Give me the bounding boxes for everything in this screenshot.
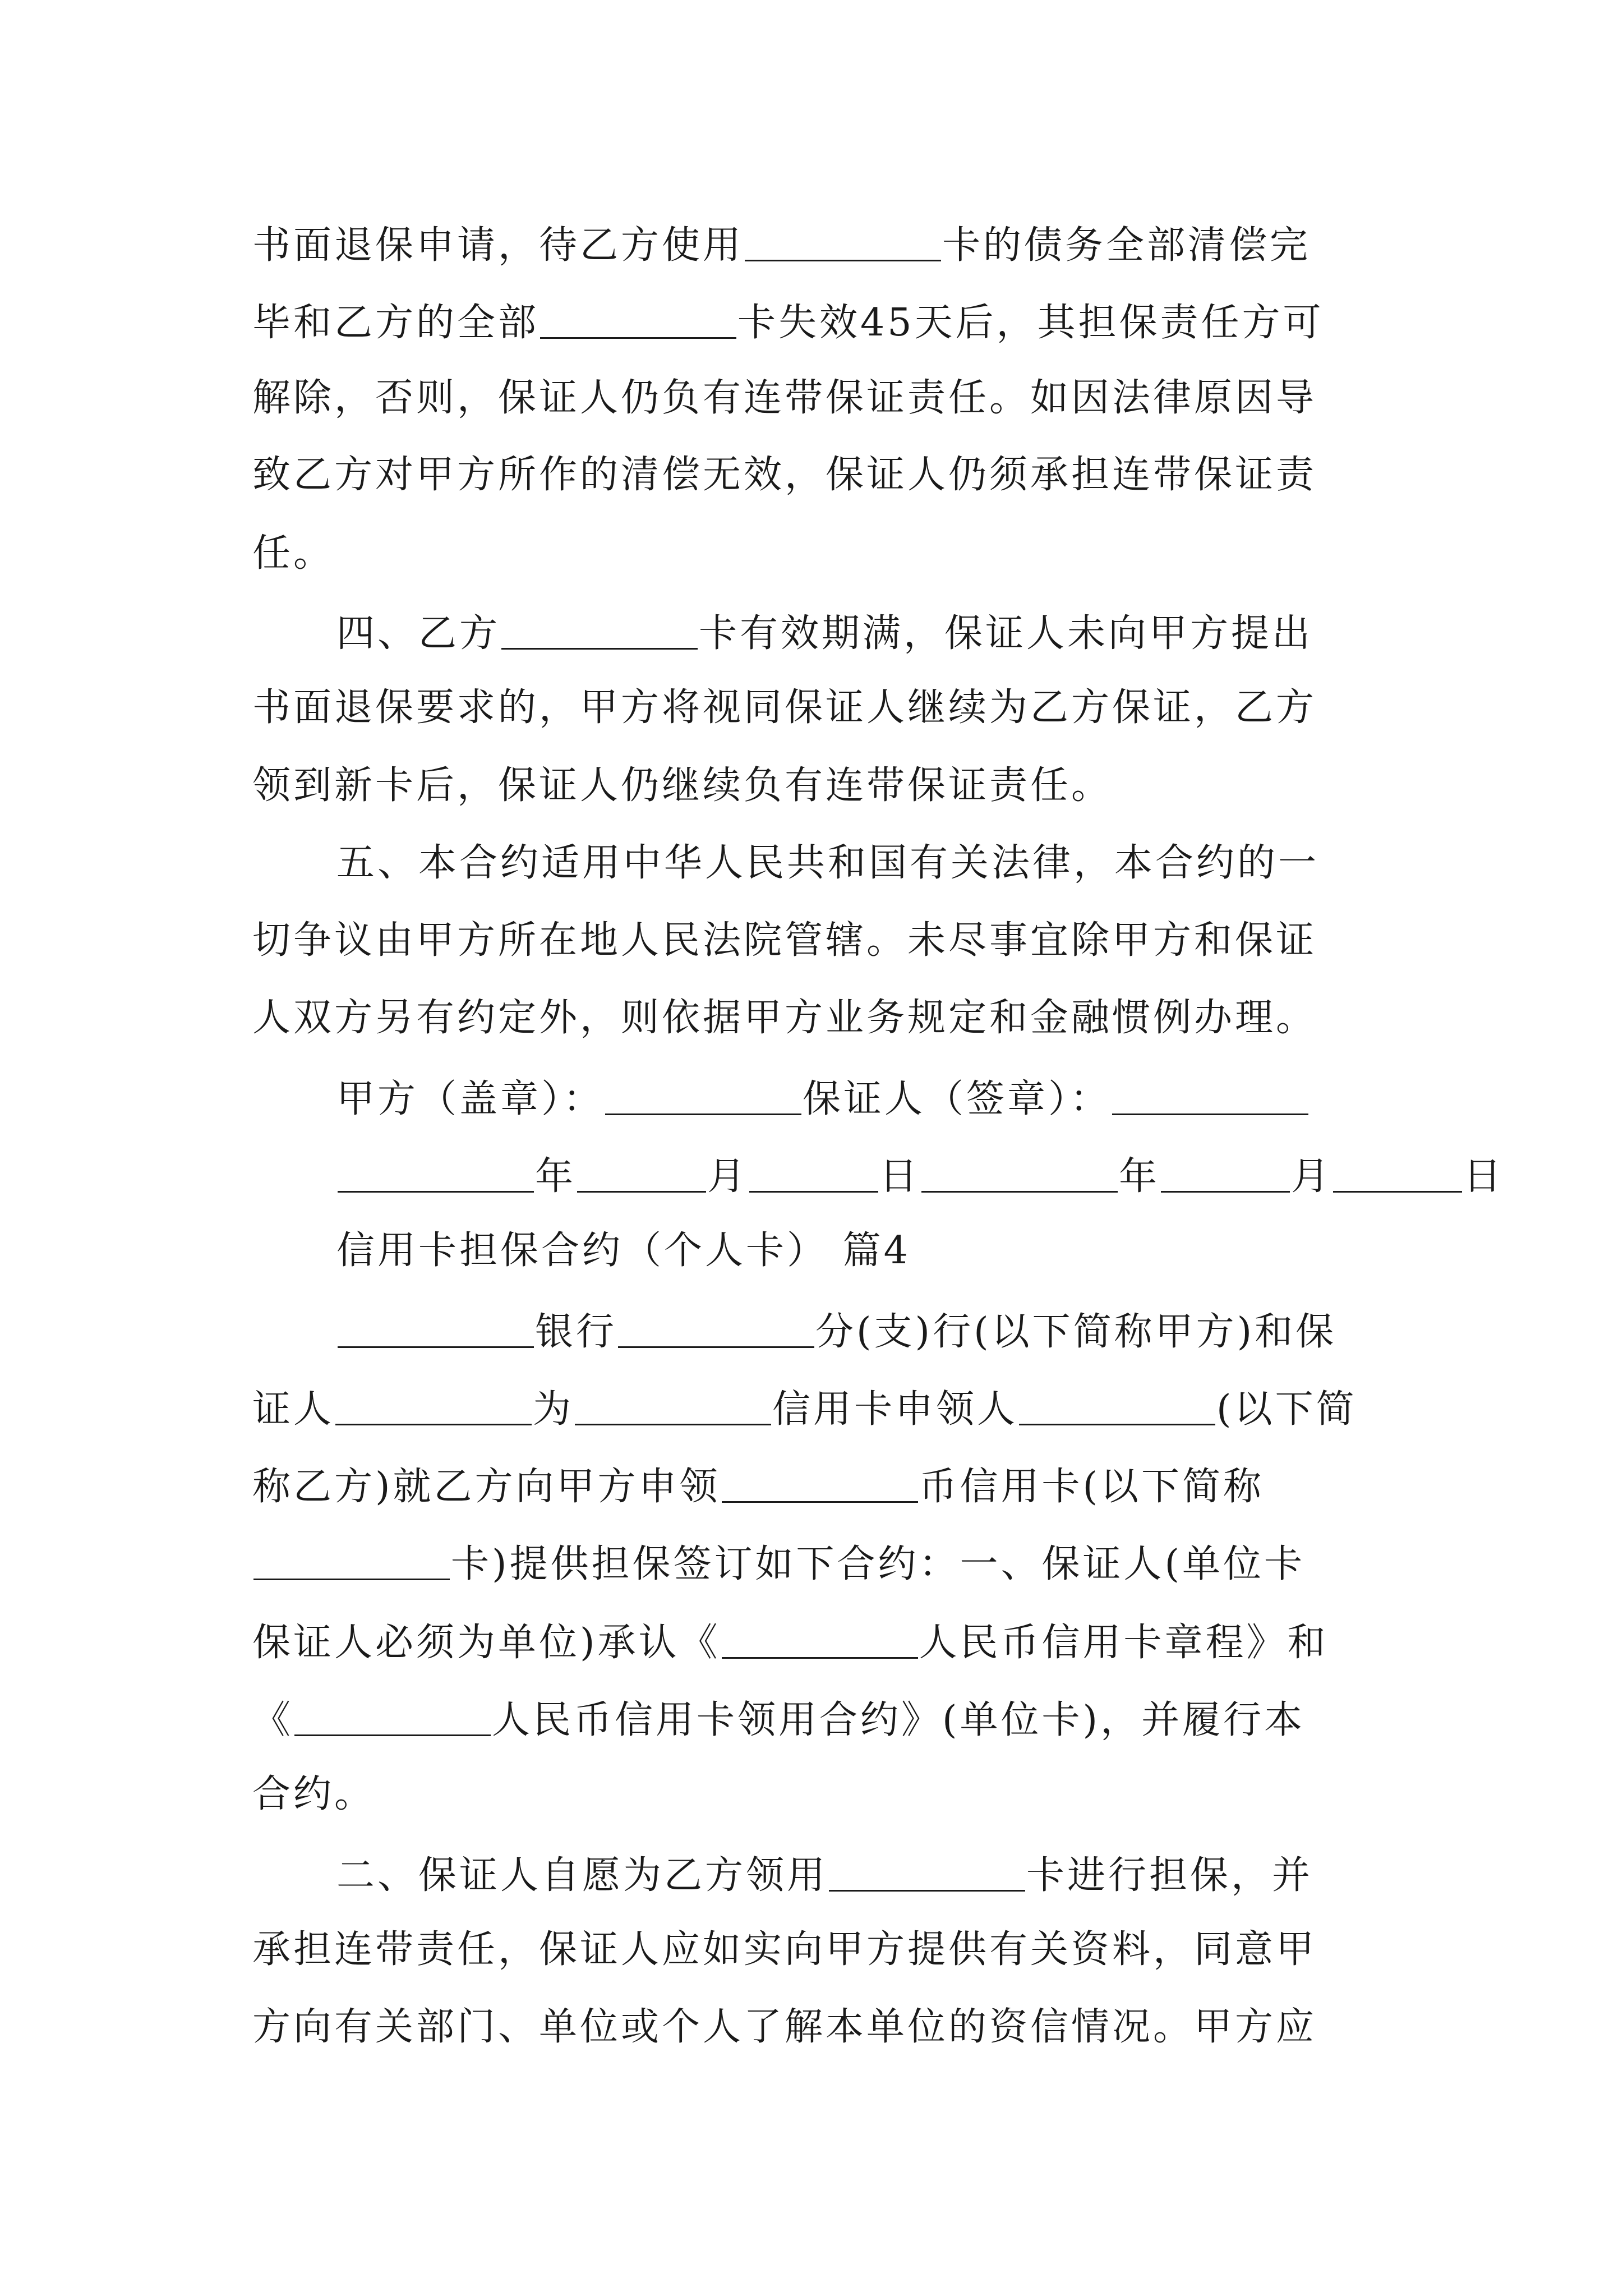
year-label: 年 [1119,1154,1160,1199]
text-segment: 卡有效期满，保证人未向甲方提出 [699,611,1313,656]
day-blank [749,1154,878,1193]
day-blank [1333,1154,1462,1193]
party-a-label: 甲方（盖章）： [336,1077,605,1122]
guarantor-label: 保证人（签章）： [803,1077,1112,1122]
text-segment: 四、乙方 [336,611,501,656]
year-label: 年 [535,1154,577,1199]
text-segment: 币信用卡(以下简称 [919,1465,1265,1510]
fill-blank [335,1387,532,1425]
text-segment: 银行 [535,1310,617,1355]
preamble-line [252,1698,1385,1743]
preamble-line: 合约。 [252,1772,376,1816]
signature-line [336,1077,1469,1122]
month-label: 月 [1291,1154,1332,1199]
text-segment: 称乙方)就乙方向甲方申领 [252,1465,721,1510]
section-title: 信用卡担保合约（个人卡） 篇4 [336,1228,911,1273]
fill-blank [501,611,698,650]
clause-five-line: 人双方另有约定外，则依据甲方业务规定和金融惯例办理。 [252,996,1317,1040]
year-blank [921,1154,1118,1193]
fill-blank [1019,1387,1215,1425]
paragraph-line: 任。 [252,531,335,576]
fill-blank [338,1310,534,1348]
month-blank [577,1154,706,1193]
clause-two-line [336,1853,1469,1898]
fill-blank [253,1542,450,1580]
preamble-line [336,1310,1469,1355]
preamble-line [252,1542,1385,1587]
text-segment: 卡失效45天后，其担保责任方可 [737,301,1324,346]
paragraph-line: 解除，否则，保证人仍负有连带保证责任。如因法律原因导 [252,376,1317,420]
fill-blank [722,1465,918,1503]
guarantor-blank [1112,1077,1308,1115]
text-segment: 人民币信用卡领用合约》(单位卡)，并履行本 [492,1698,1306,1743]
text-segment: 卡进行担保，并 [1026,1853,1313,1898]
paragraph-line: 致乙方对甲方所作的清偿无效，保证人仍须承担连带保证责 [252,453,1317,497]
clause-four-line: 书面退保要求的，甲方将视同保证人继续为乙方保证，乙方 [252,685,1317,730]
clause-four-line [336,611,1469,656]
month-blank [1161,1154,1290,1193]
date-line [336,1154,1505,1199]
text-segment: 毕和乙方的全部 [252,301,540,346]
fill-blank [294,1698,491,1736]
text-segment: 卡)提供担保签订如下合约：一、保证人(单位卡 [451,1542,1306,1587]
preamble-line [252,1621,1385,1665]
text-segment: 证人 [252,1387,335,1432]
clause-two-line: 承担连带责任，保证人应如实向甲方提供有关资料，同意甲 [252,1927,1317,1972]
text-segment: 分(支)行(以下简称甲方)和保 [815,1310,1337,1355]
fill-blank [829,1853,1025,1892]
party-a-blank [605,1077,801,1115]
text-segment: 书面退保申请，待乙方使用 [252,223,744,268]
paragraph-line [252,301,1385,346]
text-segment: 二、保证人自愿为乙方领用 [336,1853,828,1898]
text-segment: 人民币信用卡章程》和 [919,1621,1329,1665]
fill-blank [722,1621,918,1659]
month-label: 月 [707,1154,749,1199]
text-segment: 《 [252,1698,294,1743]
year-blank [338,1154,534,1193]
fill-blank [540,301,736,339]
text-segment: 信用卡申领人 [772,1387,1018,1432]
clause-two-line: 方向有关部门、单位或个人了解本单位的资信情况。甲方应 [252,2005,1317,2049]
text-segment: 保证人必须为单位)承认《 [252,1621,721,1665]
fill-blank [618,1310,814,1348]
clause-five-line: 五、本合约适用中华人民共和国有关法律，本合约的一 [336,841,1320,885]
text-segment: 卡的债务全部清偿完 [942,223,1311,268]
fill-blank [575,1387,771,1425]
fill-blank [745,223,941,261]
paragraph-line [252,223,1385,268]
preamble-line [252,1387,1385,1432]
text-segment: 为 [533,1387,574,1432]
clause-five-line: 切争议由甲方所在地人民法院管辖。未尽事宜除甲方和保证 [252,918,1317,963]
day-label: 日 [879,1154,921,1199]
preamble-line [252,1465,1385,1510]
day-label: 日 [1463,1154,1505,1199]
clause-four-line: 领到新卡后，保证人仍继续负有连带保证责任。 [252,763,1113,808]
text-segment: (以下简 [1216,1387,1357,1432]
